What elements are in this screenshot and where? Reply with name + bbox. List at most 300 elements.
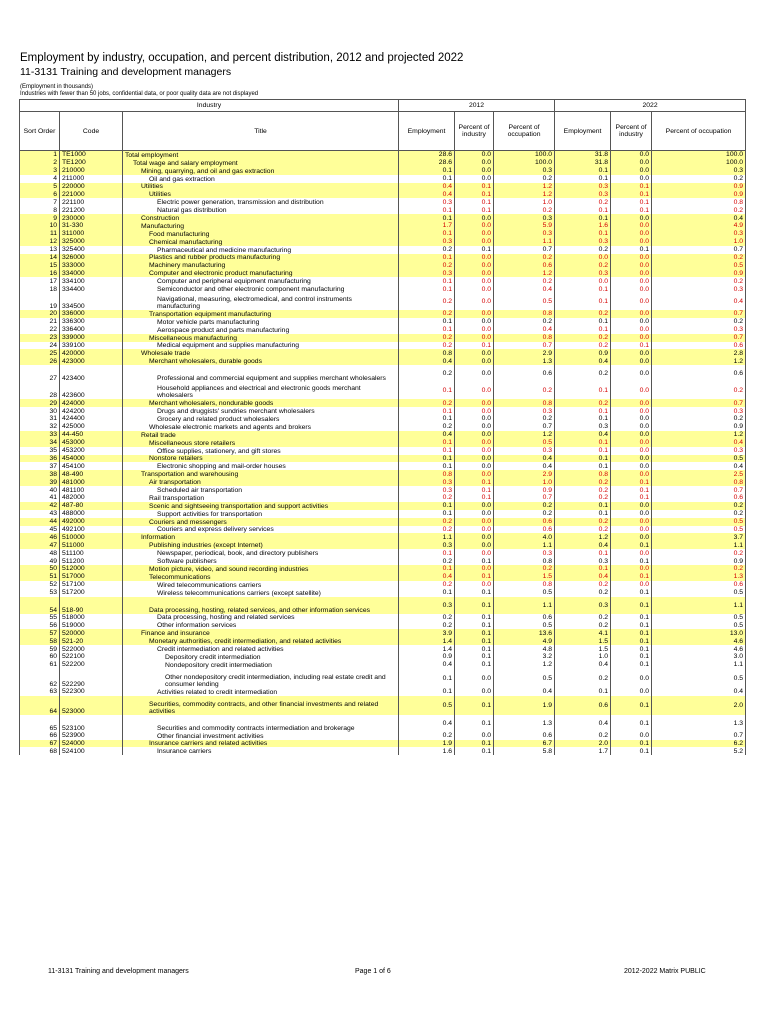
industry-code-cell: 517100 bbox=[60, 581, 123, 589]
employment-2022-cell: 0.2 bbox=[555, 246, 611, 254]
pct-industry-2022-cell: 0.1 bbox=[611, 621, 652, 629]
sort-order-cell: 48 bbox=[20, 549, 60, 557]
employment-2012-header: Employment bbox=[399, 112, 455, 151]
industry-code-cell: 492100 bbox=[60, 526, 123, 534]
sort-order-cell: 13 bbox=[20, 246, 60, 254]
industry-code-cell: TE1000 bbox=[60, 151, 123, 159]
industry-code-cell: 424200 bbox=[60, 407, 123, 415]
pct-occupation-2012-cell: 0.8 bbox=[494, 334, 555, 342]
employment-2022-cell: 0.2 bbox=[555, 342, 611, 350]
pct-occupation-2022-cell: 13.0 bbox=[652, 629, 746, 637]
pct-occupation-2012-cell: 13.6 bbox=[494, 629, 555, 637]
industry-title-cell: Chemical manufacturing bbox=[123, 238, 399, 246]
table-row bbox=[20, 669, 746, 688]
employment-2012-cell: 0.8 bbox=[399, 470, 455, 478]
employment-2012-cell: 0.2 bbox=[399, 399, 455, 407]
sort-order-cell: 1 bbox=[20, 151, 60, 159]
pct-industry-2022-cell: 0.0 bbox=[611, 334, 652, 342]
employment-2022-cell: 0.0 bbox=[555, 277, 611, 285]
employment-2022-cell: 0.2 bbox=[555, 486, 611, 494]
report-title: Employment by industry, occupation, and percent distribution, 2012 and projected 2022 bbox=[20, 52, 464, 64]
industry-code-cell: 336300 bbox=[60, 318, 123, 326]
employment-2012-cell: 0.8 bbox=[399, 349, 455, 357]
sort-order-cell: 42 bbox=[20, 502, 60, 510]
employment-2012-cell: 0.1 bbox=[399, 230, 455, 238]
sort-order-cell: 39 bbox=[20, 478, 60, 486]
industry-code-cell: 221000 bbox=[60, 190, 123, 198]
pct-occupation-2012-cell: 0.8 bbox=[494, 310, 555, 318]
pct-industry-2022-cell: 0.0 bbox=[611, 688, 652, 696]
employment-2022-cell: 0.1 bbox=[555, 293, 611, 310]
table-row bbox=[20, 597, 746, 614]
pct-industry-2012-cell: 0.0 bbox=[455, 310, 494, 318]
employment-2022-cell: 0.2 bbox=[555, 478, 611, 486]
employment-2022-cell: 0.2 bbox=[555, 621, 611, 629]
pct-industry-2022-cell: 0.0 bbox=[611, 261, 652, 269]
pct-occupation-2022-cell: 3.7 bbox=[652, 533, 746, 541]
employment-2022-cell: 31.8 bbox=[555, 151, 611, 159]
pct-occupation-2012-cell: 100.0 bbox=[494, 151, 555, 159]
table-row bbox=[20, 151, 746, 159]
industry-code-cell: 524000 bbox=[60, 740, 123, 748]
pct-industry-2022-cell: 0.0 bbox=[611, 222, 652, 230]
table-row bbox=[20, 696, 746, 715]
pct-occupation-2012-cell: 1.1 bbox=[494, 541, 555, 549]
employment-2012-cell: 0.1 bbox=[399, 382, 455, 399]
employment-2022-cell: 0.2 bbox=[555, 494, 611, 502]
pct-occupation-2022-cell: 1.1 bbox=[652, 541, 746, 549]
employment-2022-cell: 0.2 bbox=[555, 198, 611, 206]
table-row bbox=[20, 478, 746, 486]
pct-occupation-2012-cell: 1.2 bbox=[494, 190, 555, 198]
employment-2022-cell: 0.2 bbox=[555, 399, 611, 407]
employment-2022-header: Employment bbox=[555, 112, 611, 151]
pct-occupation-2022-cell: 2.0 bbox=[652, 696, 746, 715]
industry-code-cell: 210000 bbox=[60, 167, 123, 175]
pct-industry-2022-cell: 0.0 bbox=[611, 357, 652, 365]
pct-industry-2022-cell: 0.0 bbox=[611, 230, 652, 238]
pct-occupation-2022-cell: 0.4 bbox=[652, 462, 746, 470]
employment-2022-cell: 0.6 bbox=[555, 696, 611, 715]
industry-code-cell: 522290 bbox=[60, 669, 123, 688]
pct-occupation-2012-cell: 1.9 bbox=[494, 696, 555, 715]
pct-industry-2012-cell: 0.0 bbox=[455, 334, 494, 342]
industry-title-cell: Office supplies, stationery, and gift stores bbox=[123, 447, 399, 455]
sort-order-cell: 16 bbox=[20, 269, 60, 277]
table-row bbox=[20, 629, 746, 637]
industry-code-cell: 511100 bbox=[60, 549, 123, 557]
sort-order-cell: 66 bbox=[20, 732, 60, 740]
sort-order-cell: 17 bbox=[20, 277, 60, 285]
pct-occupation-2022-cell: 0.3 bbox=[652, 407, 746, 415]
employment-2022-cell: 1.7 bbox=[555, 747, 611, 755]
pct-industry-2012-cell: 0.0 bbox=[455, 518, 494, 526]
pct-occupation-2012-cell: 0.2 bbox=[494, 510, 555, 518]
pct-occupation-2012-cell: 1.2 bbox=[494, 183, 555, 191]
industry-title-cell: Couriers and express delivery services bbox=[123, 526, 399, 534]
pct-industry-2022-cell: 0.1 bbox=[611, 198, 652, 206]
industry-title-cell: Total wage and salary employment bbox=[123, 159, 399, 167]
employment-2022-cell: 0.3 bbox=[555, 557, 611, 565]
table-row bbox=[20, 653, 746, 661]
pct-occupation-2022-cell: 1.3 bbox=[652, 573, 746, 581]
industry-title-cell: Electric power generation, transmission and distribution bbox=[123, 198, 399, 206]
pct-occupation-2012-cell: 0.2 bbox=[494, 206, 555, 214]
employment-2012-cell: 0.1 bbox=[399, 549, 455, 557]
industry-title-cell: Activities related to credit intermediation bbox=[123, 688, 399, 696]
pct-industry-2022-cell: 0.0 bbox=[611, 439, 652, 447]
pct-occupation-2012-cell: 2.9 bbox=[494, 470, 555, 478]
employment-2012-cell: 0.2 bbox=[399, 494, 455, 502]
pct-industry-2022-cell: 0.1 bbox=[611, 747, 652, 755]
pct-occupation-2022-cell: 0.8 bbox=[652, 478, 746, 486]
industry-code-cell: 492000 bbox=[60, 518, 123, 526]
units-note: (Employment in thousands) bbox=[20, 84, 94, 90]
pct-occupation-2022-cell: 0.9 bbox=[652, 557, 746, 565]
industry-code-cell: 522100 bbox=[60, 653, 123, 661]
industry-title-cell: Oil and gas extraction bbox=[123, 175, 399, 183]
employment-2012-cell: 1.4 bbox=[399, 645, 455, 653]
pct-industry-2012-cell: 0.0 bbox=[455, 423, 494, 431]
pct-occupation-2022-cell: 0.2 bbox=[652, 318, 746, 326]
sort-order-cell: 4 bbox=[20, 175, 60, 183]
table-row bbox=[20, 326, 746, 334]
pct-occupation-2022-cell: 0.3 bbox=[652, 285, 746, 293]
employment-2022-cell: 0.1 bbox=[555, 439, 611, 447]
industry-code-cell: 511000 bbox=[60, 541, 123, 549]
pct-occupation-2022-cell: 0.6 bbox=[652, 494, 746, 502]
table-row bbox=[20, 334, 746, 342]
pct-occupation-2022-cell: 2.5 bbox=[652, 470, 746, 478]
pct-occupation-2012-cell: 0.3 bbox=[494, 447, 555, 455]
sort-order-cell: 63 bbox=[20, 688, 60, 696]
pct-industry-2012-cell: 0.0 bbox=[455, 399, 494, 407]
sort-order-cell: 34 bbox=[20, 439, 60, 447]
pct-occupation-2012-cell: 0.2 bbox=[494, 415, 555, 423]
industry-title-cell: Drugs and druggists' sundries merchant wholesalers bbox=[123, 407, 399, 415]
employment-2012-cell: 1.1 bbox=[399, 533, 455, 541]
table-row bbox=[20, 557, 746, 565]
industry-code-cell: 423600 bbox=[60, 382, 123, 399]
pct-occupation-2022-cell: 0.2 bbox=[652, 175, 746, 183]
pct-industry-2022-cell: 0.0 bbox=[611, 310, 652, 318]
employment-2022-cell: 0.1 bbox=[555, 455, 611, 463]
pct-occupation-2012-cell: 0.4 bbox=[494, 326, 555, 334]
pct-occupation-2012-cell: 0.3 bbox=[494, 549, 555, 557]
industry-title-cell: Total employment bbox=[123, 151, 399, 159]
pct-occupation-2022-cell: 1.3 bbox=[652, 715, 746, 732]
industry-title-cell: Finance and insurance bbox=[123, 629, 399, 637]
pct-industry-2012-cell: 0.0 bbox=[455, 669, 494, 688]
sort-order-cell: 62 bbox=[20, 669, 60, 688]
industry-code-cell: 336000 bbox=[60, 310, 123, 318]
employment-2022-cell: 31.8 bbox=[555, 159, 611, 167]
sort-order-cell: 68 bbox=[20, 747, 60, 755]
pct-industry-2022-cell: 0.1 bbox=[611, 183, 652, 191]
sort-order-cell: 58 bbox=[20, 637, 60, 645]
pct-industry-2012-cell: 0.0 bbox=[455, 222, 494, 230]
employment-2012-cell: 0.1 bbox=[399, 462, 455, 470]
sort-order-cell: 37 bbox=[20, 462, 60, 470]
sort-order-cell: 20 bbox=[20, 310, 60, 318]
table-row bbox=[20, 494, 746, 502]
employment-2012-cell: 0.9 bbox=[399, 653, 455, 661]
pct-industry-2012-cell: 0.1 bbox=[455, 246, 494, 254]
pct-occupation-2022-cell: 0.6 bbox=[652, 342, 746, 350]
sort-order-cell: 3 bbox=[20, 167, 60, 175]
pct-occupation-2012-cell: 0.6 bbox=[494, 732, 555, 740]
sort-order-cell: 35 bbox=[20, 447, 60, 455]
pct-industry-2012-cell: 0.1 bbox=[455, 629, 494, 637]
employment-2022-cell: 0.1 bbox=[555, 462, 611, 470]
pct-industry-2022-cell: 0.0 bbox=[611, 669, 652, 688]
pct-industry-2012-cell: 0.0 bbox=[455, 470, 494, 478]
pct-industry-2012-cell: 0.1 bbox=[455, 206, 494, 214]
employment-2012-cell: 0.1 bbox=[399, 175, 455, 183]
table-row bbox=[20, 581, 746, 589]
pct-industry-2022-cell: 0.0 bbox=[611, 447, 652, 455]
industry-code-cell: 221200 bbox=[60, 206, 123, 214]
pct-industry-2022-cell: 0.0 bbox=[611, 462, 652, 470]
pct-occupation-2012-cell: 1.3 bbox=[494, 715, 555, 732]
pct-occupation-2012-cell: 1.1 bbox=[494, 597, 555, 614]
pct-occupation-2022-cell: 0.3 bbox=[652, 230, 746, 238]
industry-code-cell: 519000 bbox=[60, 621, 123, 629]
pct-occupation-2022-cell: 0.4 bbox=[652, 688, 746, 696]
pct-occupation-2012-cell: 0.5 bbox=[494, 293, 555, 310]
industry-code-cell: 454100 bbox=[60, 462, 123, 470]
pct-occupation-2012-cell: 5.9 bbox=[494, 222, 555, 230]
sort-order-cell: 64 bbox=[20, 696, 60, 715]
pct-occupation-2022-cell: 4.6 bbox=[652, 645, 746, 653]
industry-title-cell: Rail transportation bbox=[123, 494, 399, 502]
table-row bbox=[20, 715, 746, 732]
pct-occupation-2022-cell: 0.5 bbox=[652, 518, 746, 526]
pct-industry-2022-cell: 0.1 bbox=[611, 597, 652, 614]
sort-order-cell: 5 bbox=[20, 183, 60, 191]
sort-order-cell: 67 bbox=[20, 740, 60, 748]
pct-occupation-2022-cell: 0.5 bbox=[652, 455, 746, 463]
sort-order-cell: 27 bbox=[20, 365, 60, 382]
employment-2012-cell: 0.3 bbox=[399, 478, 455, 486]
employment-2022-cell: 0.2 bbox=[555, 310, 611, 318]
industry-code-cell: 510000 bbox=[60, 533, 123, 541]
pct-occupation-2022-cell: 0.2 bbox=[652, 565, 746, 573]
industry-code-cell: 334000 bbox=[60, 269, 123, 277]
table-row bbox=[20, 382, 746, 399]
sort-order-cell: 55 bbox=[20, 614, 60, 622]
pct-occupation-2022-cell: 6.2 bbox=[652, 740, 746, 748]
sort-order-cell: 31 bbox=[20, 415, 60, 423]
sort-order-cell: 18 bbox=[20, 285, 60, 293]
sort-order-cell: 36 bbox=[20, 455, 60, 463]
industry-code-cell: 522000 bbox=[60, 645, 123, 653]
pct-occupation-2012-cell: 0.5 bbox=[494, 589, 555, 597]
pct-occupation-2022-cell: 1.2 bbox=[652, 357, 746, 365]
industry-title-cell: Transportation equipment manufacturing bbox=[123, 310, 399, 318]
table-row bbox=[20, 621, 746, 629]
employment-2022-cell: 0.4 bbox=[555, 541, 611, 549]
table-row bbox=[20, 589, 746, 597]
employment-2012-cell: 0.1 bbox=[399, 326, 455, 334]
industry-title-cell: Scenic and sightseeing transportation and support activities bbox=[123, 502, 399, 510]
pct-industry-2012-cell: 0.1 bbox=[455, 637, 494, 645]
employment-2022-cell: 0.3 bbox=[555, 238, 611, 246]
industry-code-cell: 511200 bbox=[60, 557, 123, 565]
pct-occupation-2022-cell: 0.7 bbox=[652, 246, 746, 254]
pct-industry-2012-cell: 0.0 bbox=[455, 167, 494, 175]
industry-code-cell: 220000 bbox=[60, 183, 123, 191]
sort-order-cell: 51 bbox=[20, 573, 60, 581]
industry-title-cell: Credit intermediation and related activities bbox=[123, 645, 399, 653]
pct-industry-2012-cell: 0.1 bbox=[455, 183, 494, 191]
pct-industry-2012-cell: 0.1 bbox=[455, 573, 494, 581]
industry-title-cell: Nondepository credit intermediation bbox=[123, 661, 399, 669]
table-row bbox=[20, 277, 746, 285]
sort-order-cell: 12 bbox=[20, 238, 60, 246]
table-row bbox=[20, 349, 746, 357]
pct-occupation-2022-cell: 0.2 bbox=[652, 510, 746, 518]
pct-occupation-2022-cell: 0.3 bbox=[652, 447, 746, 455]
pct-occupation-2022-cell: 100.0 bbox=[652, 159, 746, 167]
industry-title-cell: Securities and commodity contracts intermediation and brokerage bbox=[123, 715, 399, 732]
employment-2012-cell: 0.2 bbox=[399, 518, 455, 526]
pct-industry-2022-cell: 0.1 bbox=[611, 629, 652, 637]
employment-2012-cell: 0.1 bbox=[399, 688, 455, 696]
pct-industry-2012-cell: 0.0 bbox=[455, 455, 494, 463]
pct-industry-2012-cell: 0.0 bbox=[455, 415, 494, 423]
employment-2012-cell: 0.1 bbox=[399, 214, 455, 222]
pct-occupation-2022-cell: 0.7 bbox=[652, 334, 746, 342]
sort-order-cell: 60 bbox=[20, 653, 60, 661]
employment-2022-cell: 0.1 bbox=[555, 318, 611, 326]
pct-industry-2012-cell: 0.0 bbox=[455, 261, 494, 269]
table-row bbox=[20, 462, 746, 470]
pct-occupation-2012-cell: 0.4 bbox=[494, 285, 555, 293]
industry-code-cell: 339000 bbox=[60, 334, 123, 342]
employment-2022-cell: 4.1 bbox=[555, 629, 611, 637]
industry-code-cell: 221100 bbox=[60, 198, 123, 206]
table-row bbox=[20, 198, 746, 206]
industry-code-cell: 311000 bbox=[60, 230, 123, 238]
employment-2012-cell: 0.1 bbox=[399, 502, 455, 510]
employment-2022-cell: 0.1 bbox=[555, 549, 611, 557]
pct-occupation-2022-cell: 0.8 bbox=[652, 198, 746, 206]
employment-2022-cell: 0.0 bbox=[555, 254, 611, 262]
industry-code-cell: 512000 bbox=[60, 565, 123, 573]
sort-order-cell: 43 bbox=[20, 510, 60, 518]
industry-title-cell: Other information services bbox=[123, 621, 399, 629]
pct-industry-2012-cell: 0.0 bbox=[455, 238, 494, 246]
sort-order-cell: 50 bbox=[20, 565, 60, 573]
pct-industry-2022-cell: 0.0 bbox=[611, 510, 652, 518]
pct-occupation-2022-cell: 0.9 bbox=[652, 190, 746, 198]
pct-industry-2012-cell: 0.1 bbox=[455, 740, 494, 748]
table-row bbox=[20, 565, 746, 573]
employment-2012-cell: 0.3 bbox=[399, 238, 455, 246]
sort-order-cell: 21 bbox=[20, 318, 60, 326]
pct-industry-2012-cell: 0.1 bbox=[455, 597, 494, 614]
industry-code-cell: 481100 bbox=[60, 486, 123, 494]
pct-industry-2022-cell: 0.1 bbox=[611, 715, 652, 732]
pct-industry-2012-cell: 0.1 bbox=[455, 747, 494, 755]
industry-code-cell: 326000 bbox=[60, 254, 123, 262]
pct-industry-2022-cell: 0.1 bbox=[611, 246, 652, 254]
pct-occupation-2012-cell: 0.8 bbox=[494, 399, 555, 407]
pct-occupation-2022-cell: 0.7 bbox=[652, 486, 746, 494]
employment-2022-cell: 0.1 bbox=[555, 206, 611, 214]
table-row bbox=[20, 447, 746, 455]
pct-industry-2022-cell: 0.0 bbox=[611, 269, 652, 277]
sort-order-cell: 38 bbox=[20, 470, 60, 478]
industry-title-cell: Information bbox=[123, 533, 399, 541]
industry-code-cell: 325000 bbox=[60, 238, 123, 246]
employment-2012-cell: 0.2 bbox=[399, 732, 455, 740]
pct-occupation-2022-cell: 1.2 bbox=[652, 431, 746, 439]
pct-industry-2022-cell: 0.1 bbox=[611, 637, 652, 645]
sort-order-cell: 25 bbox=[20, 349, 60, 357]
employment-2012-cell: 0.1 bbox=[399, 565, 455, 573]
pct-industry-2022-cell: 0.1 bbox=[611, 494, 652, 502]
industry-code-cell: 487-80 bbox=[60, 502, 123, 510]
pct-industry-2022-cell: 0.0 bbox=[611, 549, 652, 557]
pct-occupation-2012-cell: 0.7 bbox=[494, 246, 555, 254]
pct-industry-2022-cell: 0.1 bbox=[611, 645, 652, 653]
pct-occupation-2012-cell: 0.3 bbox=[494, 167, 555, 175]
employment-2012-cell: 1.9 bbox=[399, 740, 455, 748]
exclusion-note: Industries with fewer than 50 jobs, confidential data, or poor quality data are not displayed bbox=[20, 91, 259, 97]
industry-title-cell: Monetary authorities, credit intermediation, and related activities bbox=[123, 637, 399, 645]
pct-industry-2012-cell: 0.0 bbox=[455, 462, 494, 470]
employment-2012-cell: 28.6 bbox=[399, 159, 455, 167]
pct-industry-2022-cell: 0.0 bbox=[611, 151, 652, 159]
pct-industry-2022-cell: 0.0 bbox=[611, 349, 652, 357]
employment-2022-cell: 0.2 bbox=[555, 669, 611, 688]
pct-industry-2012-cell: 0.0 bbox=[455, 407, 494, 415]
employment-2012-cell: 0.5 bbox=[399, 696, 455, 715]
industry-title-cell: Transportation and warehousing bbox=[123, 470, 399, 478]
table-row bbox=[20, 533, 746, 541]
employment-2022-cell: 0.3 bbox=[555, 269, 611, 277]
table-row bbox=[20, 486, 746, 494]
pct-industry-2012-cell: 0.0 bbox=[455, 732, 494, 740]
industry-code-cell: 336400 bbox=[60, 326, 123, 334]
pct-industry-2022-cell: 0.0 bbox=[611, 167, 652, 175]
industry-title-cell: Manufacturing bbox=[123, 222, 399, 230]
pct-industry-2012-cell: 0.0 bbox=[455, 431, 494, 439]
employment-2022-cell: 0.2 bbox=[555, 526, 611, 534]
pct-industry-2012-cell: 0.0 bbox=[455, 510, 494, 518]
industry-code-cell: 517200 bbox=[60, 589, 123, 597]
pct-occupation-2022-cell: 0.5 bbox=[652, 526, 746, 534]
pct-occupation-2022-cell: 0.2 bbox=[652, 382, 746, 399]
sort-order-cell: 44 bbox=[20, 518, 60, 526]
employment-2012-cell: 0.1 bbox=[399, 254, 455, 262]
sort-order-cell: 47 bbox=[20, 541, 60, 549]
pct-industry-2012-cell: 0.1 bbox=[455, 494, 494, 502]
employment-2012-cell: 0.4 bbox=[399, 715, 455, 732]
pct-occupation-2012-cell: 0.9 bbox=[494, 486, 555, 494]
pct-industry-2012-cell: 0.0 bbox=[455, 159, 494, 167]
employment-2012-cell: 0.2 bbox=[399, 293, 455, 310]
employment-2022-cell: 0.2 bbox=[555, 261, 611, 269]
pct-occupation-2022-cell: 0.5 bbox=[652, 669, 746, 688]
table-row bbox=[20, 637, 746, 645]
employment-2012-cell: 0.1 bbox=[399, 455, 455, 463]
table-row bbox=[20, 688, 746, 696]
industry-title-cell: Air transportation bbox=[123, 478, 399, 486]
employment-2012-cell: 0.3 bbox=[399, 597, 455, 614]
